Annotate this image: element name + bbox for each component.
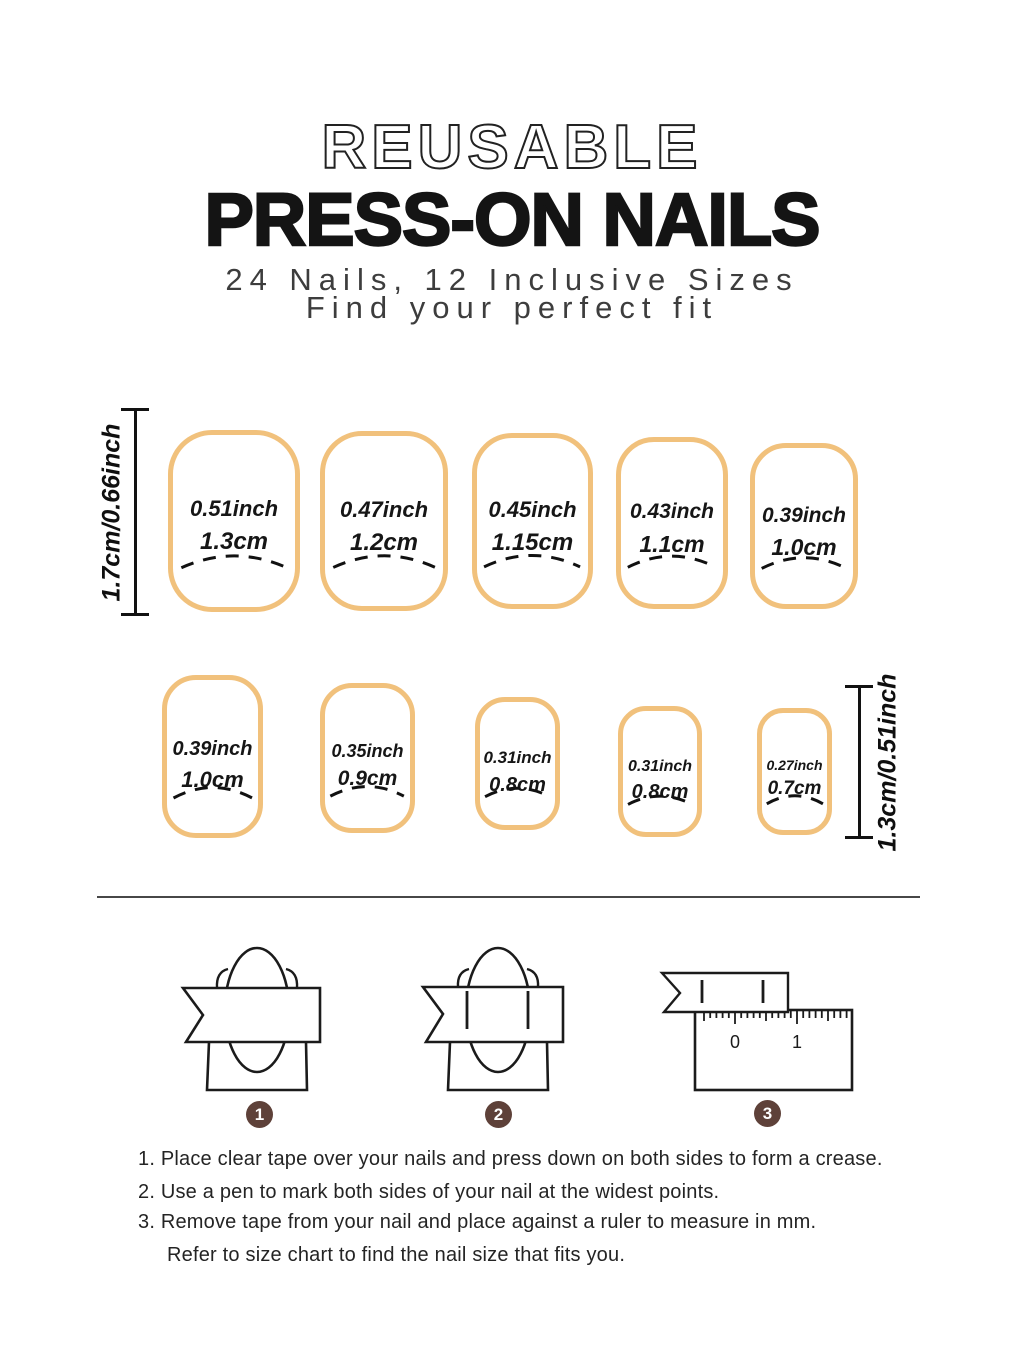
row2-ruler-cap-bottom xyxy=(845,836,873,839)
nail-size-10-cm: 0.7cm xyxy=(767,778,822,800)
finger-crease-right xyxy=(527,969,538,987)
step-badge-3: 3 xyxy=(754,1100,781,1127)
row1-ruler-line xyxy=(134,408,137,616)
finger-crease-left xyxy=(458,969,469,987)
cuticle-dash-arc xyxy=(625,544,719,572)
cuticle-dash-arc xyxy=(178,543,290,572)
subtitle-count: 24 Nails, 12 Inclusive Sizes xyxy=(225,262,799,297)
nail-size-10-inch: 0.27inch xyxy=(766,757,823,774)
nail-size-8-cm: 0.8cm xyxy=(489,773,546,796)
nail-size-1 xyxy=(168,430,300,612)
nail-size-10 xyxy=(757,708,832,835)
nail-size-8-inch: 0.31inch xyxy=(483,748,552,768)
nail-size-5 xyxy=(750,443,858,609)
cuticle-dash-arc xyxy=(765,787,825,807)
page-title: PRESS-ON NAILS xyxy=(204,178,820,261)
nail-size-9-inch: 0.31inch xyxy=(627,757,693,775)
step-badge-2: 2 xyxy=(485,1101,512,1128)
nail-size-1-inch: 0.51inch xyxy=(189,496,279,522)
section-divider xyxy=(97,896,920,898)
nail-size-3-cm: 1.15cm xyxy=(491,529,574,557)
nail-size-8 xyxy=(475,697,560,830)
tape-banner xyxy=(423,987,563,1042)
nail-size-5-cm: 1.0cm xyxy=(771,534,837,561)
instruction-step-2: 2. Use a pen to mark both sides of your nail at the widest points. xyxy=(138,1181,720,1203)
cuticle-dash-arc xyxy=(626,787,694,808)
nail-size-3 xyxy=(472,433,593,609)
nail-size-1-cm: 1.3cm xyxy=(199,528,269,556)
nail-size-2 xyxy=(320,431,448,611)
instruction-step-1: 1. Place clear tape over your nails and press down on both sides to form a crease. xyxy=(138,1148,883,1170)
row2-ruler-line xyxy=(858,685,861,839)
nail-size-5-inch: 0.39inch xyxy=(761,504,847,528)
step2-finger-marks-illustration xyxy=(415,938,585,1098)
nail-size-9 xyxy=(618,706,702,837)
cuticle-dash-arc xyxy=(171,776,255,802)
step3-ruler-illustration xyxy=(650,960,865,1100)
step1-finger-tape-illustration xyxy=(175,938,345,1098)
nail-size-4 xyxy=(616,437,728,609)
tape-strip xyxy=(662,973,788,1012)
ruler-body xyxy=(695,1010,852,1090)
nail-size-2-cm: 1.2cm xyxy=(349,528,419,556)
subtitle-tagline: Find your perfect fit xyxy=(305,290,719,325)
instruction-step-3-continued: Refer to size chart to find the nail size that fits you. xyxy=(167,1244,626,1266)
cuticle-dash-arc xyxy=(330,543,439,572)
nail-size-7-cm: 0.9cm xyxy=(337,767,398,791)
nail-size-9-cm: 0.8cm xyxy=(631,780,689,803)
nail-size-6-cm: 1.0cm xyxy=(181,767,244,793)
step-badge-1: 1 xyxy=(246,1101,273,1128)
row2-ruler-cap-top xyxy=(845,685,873,688)
nail-size-6 xyxy=(162,675,263,838)
nail-size-7 xyxy=(320,683,415,833)
cuticle-dash-arc xyxy=(483,779,552,800)
row1-length-label: 1.7cm/0.66inch xyxy=(97,423,126,602)
nail-size-4-inch: 0.43inch xyxy=(629,500,715,524)
title-outline: REUSABLE xyxy=(321,113,703,182)
finger-body xyxy=(207,1042,307,1090)
cuticle-dash-arc xyxy=(759,546,849,573)
nail-size-7-inch: 0.35inch xyxy=(331,741,404,762)
ruler-number-zero: 0 xyxy=(729,1032,741,1052)
instruction-step-3: 3. Remove tape from your nail and place against a ruler to measure in mm. xyxy=(138,1211,817,1233)
nail-size-4-cm: 1.1cm xyxy=(639,530,705,557)
nail-size-3-inch: 0.45inch xyxy=(488,497,577,523)
cuticle-dash-arc xyxy=(328,776,406,800)
row2-length-label: 1.3cm/0.51inch xyxy=(873,673,902,852)
cuticle-dash-arc xyxy=(481,543,583,571)
nail-size-6-inch: 0.39inch xyxy=(172,738,253,761)
nail-size-2-inch: 0.47inch xyxy=(339,496,429,522)
finger-body xyxy=(448,1042,548,1090)
tape-banner xyxy=(183,988,320,1042)
ruler-number-one: 1 xyxy=(791,1032,803,1052)
